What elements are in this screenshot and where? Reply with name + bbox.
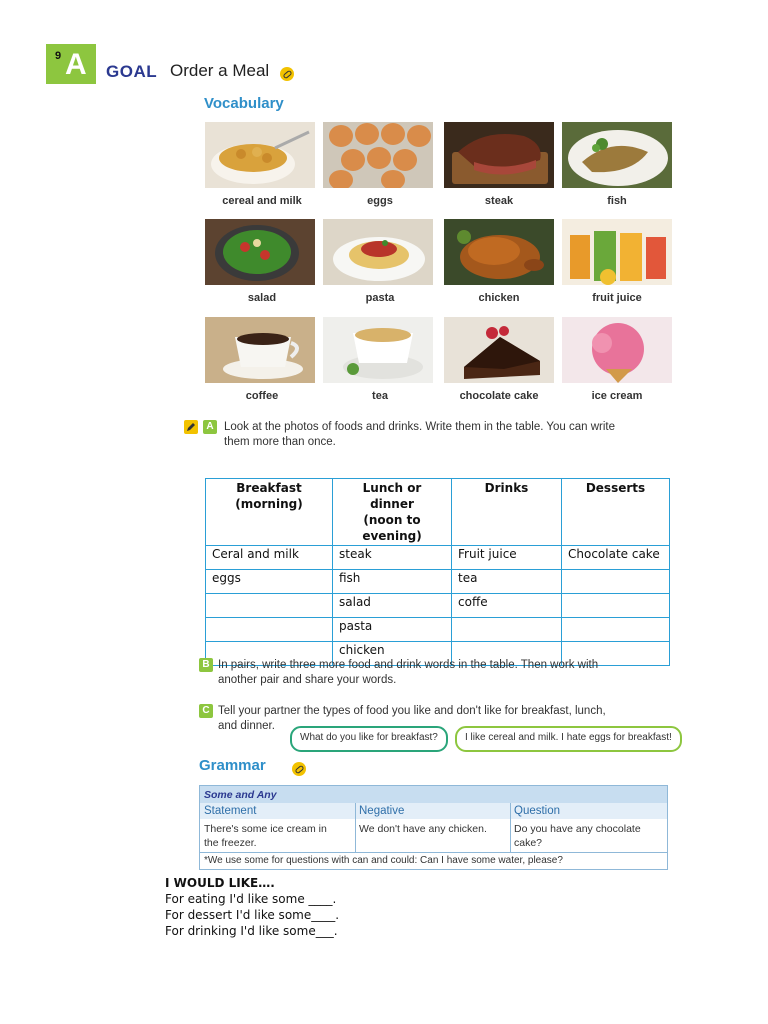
statement-example: [204, 822, 327, 850]
exercise-c-line2: and dinner.: [218, 720, 275, 732]
would-like-line: For eating I'd like some ____.: [165, 892, 337, 906]
vocab-label: tea: [372, 390, 388, 402]
table-cell[interactable]: Ceral and milk: [206, 546, 333, 570]
statement-line: There's some ice cream in: [204, 823, 327, 835]
column-header-lunch-dinner: [333, 479, 452, 546]
unit-letter: A: [65, 48, 87, 81]
vocabulary-title: Vocabulary: [204, 95, 284, 112]
grammar-box-title: Some and Any: [204, 789, 277, 801]
table-cell[interactable]: Chocolate cake: [562, 546, 670, 570]
header-line: (noon to evening): [362, 513, 422, 543]
table-header-row: [206, 479, 670, 546]
exercise-b-instruction: [218, 658, 598, 688]
eggs-photo: [323, 122, 433, 188]
vocab-label: chocolate cake: [459, 390, 539, 402]
column-divider: [355, 803, 356, 852]
exercise-a-instruction: [224, 420, 615, 450]
table-row: [206, 594, 670, 618]
unit-number: 9: [55, 50, 62, 62]
table-cell[interactable]: [206, 618, 333, 642]
speech-bubble-answer: I like cereal and milk. I hate eggs for breakfast!: [455, 726, 682, 752]
exercise-a-marker: A: [203, 420, 217, 434]
would-like-line: For drinking I'd like some___.: [165, 924, 338, 938]
table-row: [206, 618, 670, 642]
vocab-label: salad: [247, 292, 277, 304]
table-cell[interactable]: salad: [333, 594, 452, 618]
table-cell[interactable]: [562, 594, 670, 618]
table-cell[interactable]: [562, 618, 670, 642]
column-question: Question: [514, 805, 561, 817]
chocolate-cake-photo: [444, 317, 554, 383]
column-header-desserts: [562, 479, 670, 546]
column-negative: Negative: [359, 805, 405, 817]
pencil-icon: [184, 420, 198, 434]
fish-photo: [562, 122, 672, 188]
table-cell[interactable]: Fruit juice: [452, 546, 562, 570]
grammar-box: [199, 785, 668, 870]
goal-title: Order a Meal: [170, 61, 270, 80]
column-header-breakfast: [206, 479, 333, 546]
exercise-b-marker: B: [199, 658, 213, 672]
goal-label: GOAL: [106, 62, 158, 81]
vocab-label: pasta: [365, 292, 395, 304]
negative-example: We don't have any chicken.: [359, 823, 487, 835]
statement-line: the freezer.: [204, 837, 257, 849]
would-like-title: I WOULD LIKE….: [165, 876, 275, 890]
header-line: Drinks: [484, 481, 529, 495]
exercise-b-line2: another pair and share your words.: [218, 674, 397, 686]
table-cell[interactable]: steak: [333, 546, 452, 570]
link-icon[interactable]: [280, 67, 294, 81]
header-line: Breakfast: [236, 481, 302, 495]
table-cell[interactable]: [452, 618, 562, 642]
grammar-columns-bar: [200, 803, 667, 819]
vocab-label: eggs: [367, 195, 393, 207]
would-like-line: For dessert I'd like some____.: [165, 908, 340, 922]
question-example: [514, 822, 641, 850]
steak-photo: [444, 122, 554, 188]
fruit-juice-photo: [562, 219, 672, 285]
speech-bubble-question: What do you like for breakfast?: [290, 726, 448, 752]
table-cell[interactable]: pasta: [333, 618, 452, 642]
table-cell[interactable]: fish: [333, 570, 452, 594]
tea-photo: [323, 317, 433, 383]
header-line: Lunch or dinner: [362, 481, 422, 511]
header-line: Desserts: [585, 481, 646, 495]
salad-photo: [205, 219, 315, 285]
exercise-c-line1: Tell your partner the types of food you like and don't like for breakfast, lunch,: [218, 705, 606, 717]
table-row: [206, 570, 670, 594]
vocab-label: cereal and milk: [222, 195, 302, 207]
exercise-c-marker: C: [199, 704, 213, 718]
question-line: cake?: [514, 837, 543, 849]
question-line: Do you have any chocolate: [514, 823, 641, 835]
table-cell[interactable]: chicken: [333, 642, 452, 666]
exercise-a-line2: them more than once.: [224, 436, 336, 448]
vocab-label: ice cream: [591, 390, 643, 402]
vocab-label: steak: [484, 195, 514, 207]
table-cell[interactable]: tea: [452, 570, 562, 594]
divider: [200, 852, 667, 853]
column-divider: [510, 803, 511, 852]
header-line: (morning): [235, 497, 303, 511]
table-cell[interactable]: eggs: [206, 570, 333, 594]
table-cell[interactable]: [562, 570, 670, 594]
link-icon[interactable]: [292, 762, 306, 776]
grammar-note: *We use some for questions with can and could: Can I have some water, please?: [204, 855, 563, 866]
pasta-photo: [323, 219, 433, 285]
column-statement: Statement: [204, 805, 257, 817]
vocab-label: chicken: [478, 292, 520, 304]
table-cell[interactable]: [206, 594, 333, 618]
coffee-photo: [205, 317, 315, 383]
food-table: [205, 478, 670, 666]
grammar-title: Grammar: [199, 757, 266, 774]
table-row: [206, 546, 670, 570]
vocab-label: fruit juice: [592, 292, 642, 304]
chicken-photo: [444, 219, 554, 285]
cereal-photo: [205, 122, 315, 188]
vocab-label: coffee: [245, 390, 279, 402]
exercise-b-line1: In pairs, write three more food and drink words in the table. Then work with: [218, 659, 599, 671]
vocab-label: fish: [607, 195, 627, 207]
ice-cream-photo: [562, 317, 672, 383]
exercise-a-line1: Look at the photos of foods and drinks. Write them in the table. You can write: [224, 421, 616, 433]
column-header-drinks: [452, 479, 562, 546]
table-cell[interactable]: coffe: [452, 594, 562, 618]
